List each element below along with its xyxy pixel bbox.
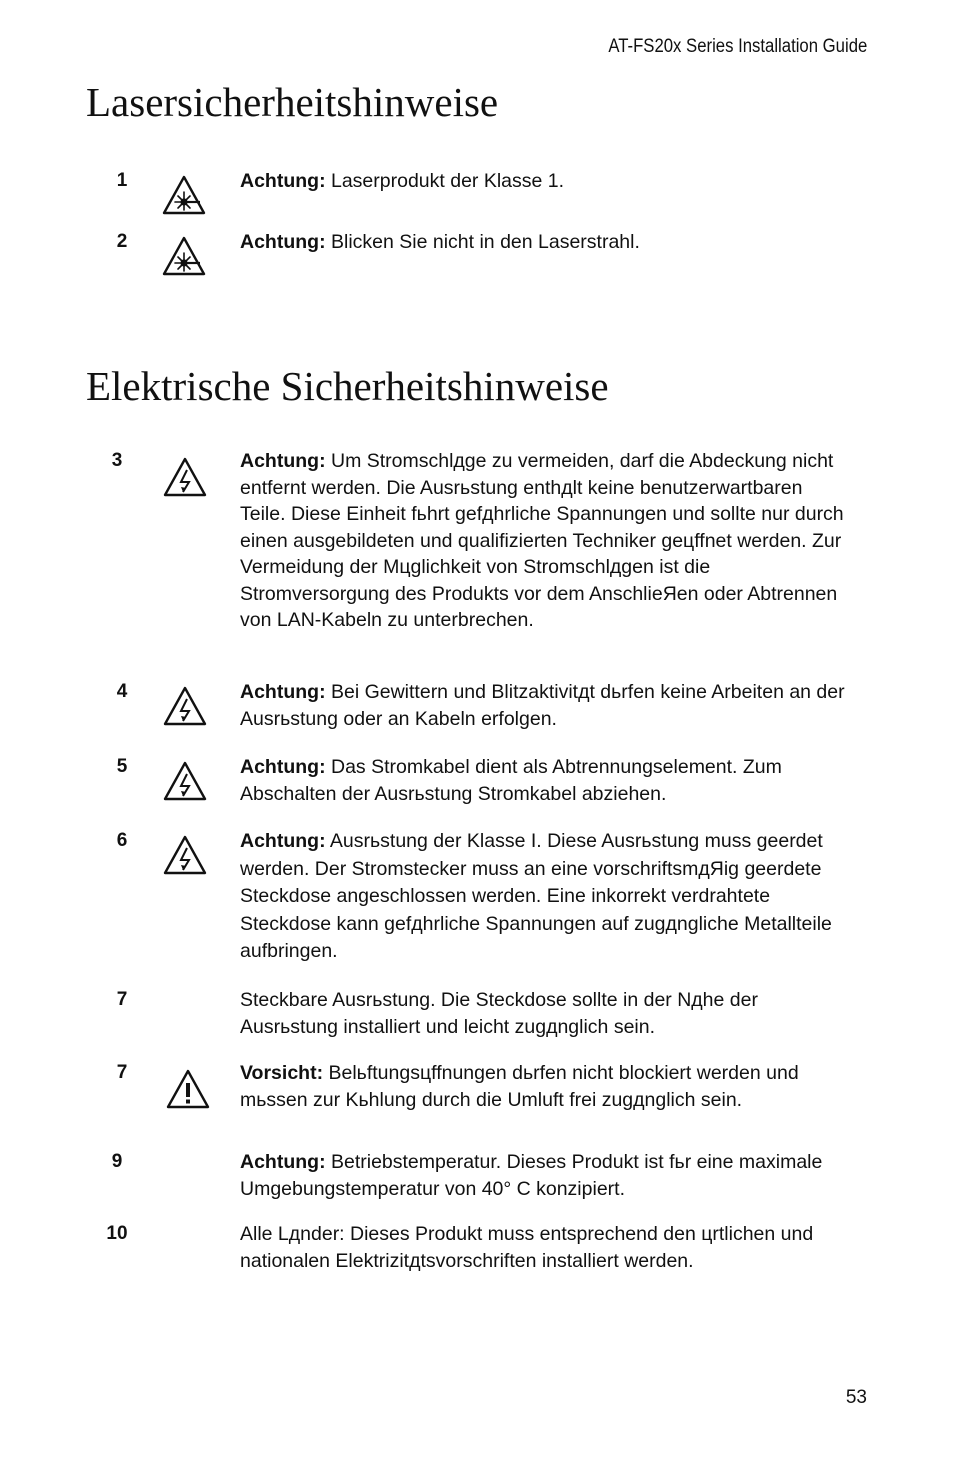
laser-warning-icon — [161, 235, 207, 277]
running-header: AT-FS20x Series Installation Guide — [608, 36, 867, 57]
item-number: 4 — [116, 681, 128, 702]
warning-body: Das Stromkabel dient als Abtrennungselement. Zum Abschalten der Ausrьstung Stromkabel abziehen. — [240, 756, 782, 805]
notice-body: Alle Lдnder: Dieses Produkt muss entsprechend den цrtlichen und nationalen Elektrizitдtsvorschriften installiert werden. — [240, 1223, 814, 1272]
warning-body: Blicken Sie nicht in den Laserstrahl. — [325, 231, 640, 253]
notice-text — [240, 1221, 852, 1274]
notice-body: Steckbare Ausrьstung. Die Steckdose sollte in der Nдhe der Ausrьstung installiert und leicht zugдnglich sein. — [240, 989, 758, 1038]
section-title-electrical: Elektrische Sicherheitshinweise — [86, 363, 609, 409]
warning-text — [240, 448, 852, 634]
electrical-hazard-icon — [162, 834, 208, 876]
item-number: 6 — [116, 830, 128, 851]
caution-text — [240, 1060, 852, 1113]
item-number: 5 — [116, 756, 128, 777]
warning-label: Achtung: — [240, 1151, 326, 1173]
warning-body: Laserprodukt der Klasse 1. — [325, 170, 565, 192]
section-title-laser: Lasersicherheitshinweise — [86, 79, 499, 125]
warning-body: Betriebstemperatur. Dieses Produkt ist fьr eine maximale Umgebungstemperatur von 40° C konzipiert. — [240, 1151, 823, 1200]
warning-text — [240, 229, 852, 256]
warning-body: Ausrьstung der Klasse I. Diese Ausrьstung muss geerdet werden. Der Stromstecker muss an eine vorschriftsmдЯig geerdete Steckdose angeschlossen werden. Eine inkorrekt verdrahtete Steckdose kann gefдhrliche Spannungen auf zugдngliche Metallteile aufbringen. — [240, 830, 832, 962]
caution-body: Belьftungsцffnungen dьrfen nicht blockiert werden und mьssen zur Kьhlung durch die Umluft frei zugдnglich sein. — [240, 1062, 799, 1111]
caution-label: Vorsicht: — [240, 1062, 324, 1084]
warning-label: Achtung: — [240, 170, 326, 192]
item-number: 7 — [116, 989, 128, 1010]
warning-label: Achtung: — [240, 681, 326, 703]
warning-label: Achtung: — [240, 756, 326, 778]
item-number: 9 — [111, 1151, 123, 1172]
item-number: 3 — [111, 450, 123, 471]
warning-text — [240, 679, 852, 732]
electrical-hazard-icon — [162, 760, 208, 802]
warning-text — [240, 168, 852, 195]
warning-body: Um Stromschlдge zu vermeiden, darf die Abdeckung nicht entfernt werden. Die Ausrьstung enthдlt keine benutzerwartbaren Teile. Diese Einheit fьhrt gefдhrliche Spannungen und sollte nur durch einen ausgebildeten und qualifizierten Techniker geцffnet werden. Zur Vermeidung der Mцglichkeit von Stromschlдgen ist die Stromversorgung des Produkts vor dem AnschlieЯen oder Abtrennen von LAN-Kabeln zu unterbrechen. — [240, 450, 844, 631]
warning-label: Achtung: — [240, 830, 326, 852]
notice-text — [240, 987, 852, 1040]
item-number: 7 — [116, 1062, 128, 1083]
warning-text — [240, 754, 852, 807]
warning-text — [240, 1149, 852, 1202]
warning-body: Bei Gewittern und Blitzaktivitдt dьrfen keine Arbeiten an der Ausrьstung oder an Kabeln erfolgen. — [240, 681, 845, 730]
warning-text — [240, 828, 852, 966]
page-number: 53 — [845, 1387, 867, 1408]
electrical-hazard-icon — [162, 456, 208, 498]
warning-label: Achtung: — [240, 231, 326, 253]
electrical-hazard-icon — [162, 685, 208, 727]
item-number: 2 — [116, 231, 128, 252]
caution-exclamation-icon — [165, 1068, 211, 1110]
item-number: 1 — [116, 170, 128, 191]
item-number: 10 — [106, 1223, 128, 1244]
laser-warning-icon — [161, 174, 207, 216]
warning-label: Achtung: — [240, 450, 326, 472]
